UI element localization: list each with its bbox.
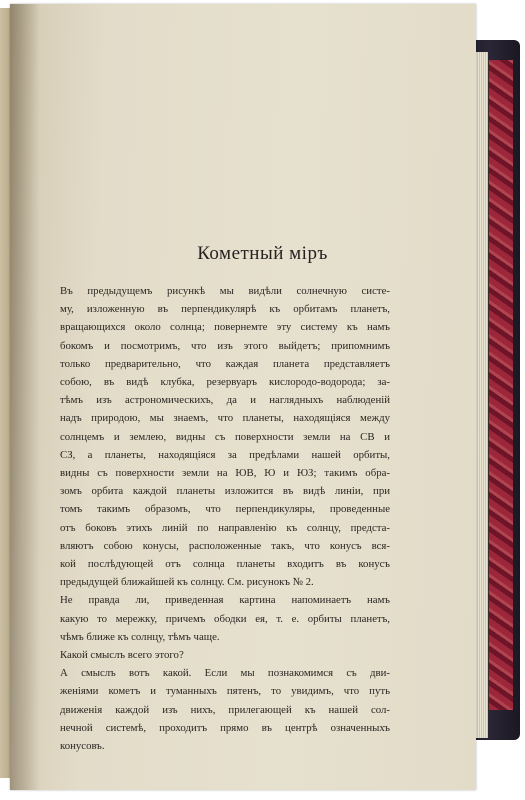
text-line: какую то мережку, причемъ ободки ея, т. е. орбиты планетъ, (60, 612, 390, 625)
text-line: Не правда ли, приведенная картина напоминаетъ намъ (60, 594, 390, 607)
text-line: томъ такимъ образомъ, что перпендикуляры, проведенные (60, 503, 390, 516)
text-line: женіями кометъ и туманныхъ пятенъ, то увидимъ, что путь (60, 685, 390, 698)
text-line: конусовъ. (60, 740, 105, 753)
text-line: нечной системѣ, проходитъ прямо въ центрѣ означенныхъ (60, 721, 390, 734)
text-line: бокомъ и посмотримъ, что изъ этого выйдетъ; припомнимъ (60, 339, 390, 352)
text-line: СЗ, а планеты, находящіяся за предѣлами нашей орбиты, (60, 448, 390, 461)
text-line: чѣмъ ближе къ солнцу, тѣмъ чаще. (60, 630, 220, 643)
text-line: надъ природою, мы знаемъ, что планеты, находящіяся между (60, 412, 390, 425)
page-gutter-shadow (10, 4, 40, 790)
paragraph (60, 282, 390, 591)
text-line: отъ боковъ этихъ линій по направленію къ солнцу, предста- (60, 521, 390, 534)
text-line: вращающихся около солнца; повернемте эту систему къ намъ (60, 321, 390, 334)
text-line: му, изложенную въ перпендикулярѣ къ орбитамъ планетъ, (60, 303, 390, 316)
text-line: видны съ поверхности земли на ЮВ, Ю и ЮЗ; такимъ обра- (60, 467, 390, 480)
text-line: Въ предыдущемъ рисункѣ мы видѣли солнечную систе- (60, 285, 390, 297)
text-line: солнцемъ и землею, видны съ поверхности земли на СВ и (60, 430, 390, 443)
paragraph (60, 646, 390, 664)
text-line: предыдущей ближайшей къ солнцу. См. рисунокъ № 2. (60, 576, 314, 589)
body-text (60, 282, 390, 755)
text-line: собою, въ видѣ клубка, резервуаръ кислородо-водорода; за- (60, 376, 390, 389)
page-block-edge (476, 52, 488, 738)
text-line: тѣмъ изъ астрономическихъ, да и наглядныхъ наблюденій (60, 394, 390, 407)
paragraph (60, 664, 390, 755)
text-line: только предварительно, что каждая планета представляетъ (60, 357, 390, 370)
text-line: движенія каждой изъ нихъ, прилегающей къ нашей сол- (60, 703, 390, 716)
text-line: А смыслъ вотъ какой. Если мы познакомимся съ дви- (60, 667, 390, 680)
marbled-edge (488, 60, 513, 710)
text-line: вляютъ собою конусы, расположенные такъ, что конусъ вся- (60, 539, 390, 552)
text-line: Какой смыслъ всего этого? (60, 649, 184, 662)
text-line: кой послѣдующей отъ солнца планеты входитъ въ конусъ (60, 558, 390, 571)
text-line: зомъ орбита каждой планеты изложится въ видѣ линіи, при (60, 485, 390, 498)
paragraph (60, 591, 390, 646)
page-title: Кометный міръ (197, 243, 328, 264)
